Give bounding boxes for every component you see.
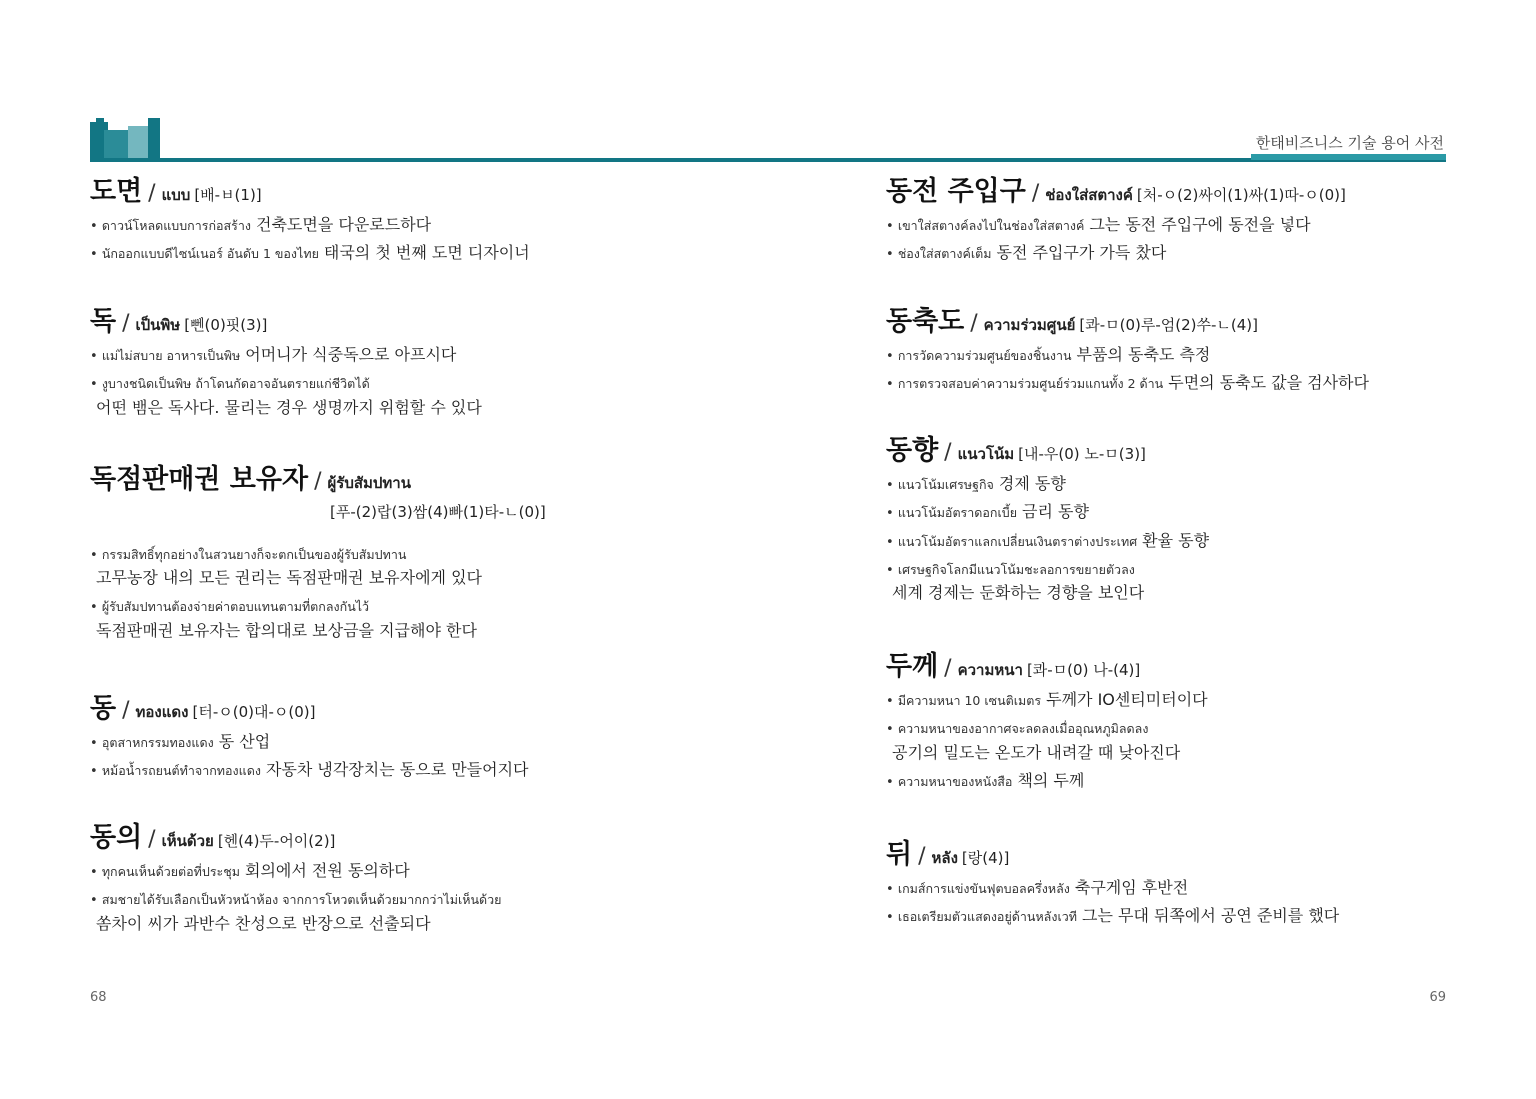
dictionary-entry [90, 695, 730, 781]
dictionary-entry [886, 437, 1526, 603]
example-thai: ช่องใส่สตางค์เต็ม [897, 246, 992, 262]
example-korean: 금리 동향 [1022, 502, 1089, 522]
example-korean: 책의 두께 [1017, 770, 1085, 790]
example: • งูบางชนิดเป็นพิษ ถ้าโดนกัดอาจอันตรายแก่ชีวิตได้ 어떤 뱀은 독사다. 물리는 경우 생명까지 위험할 수 있다 [90, 373, 730, 417]
separator-slash: / [918, 844, 926, 869]
thai-term: ผู้รับสัมปทาน [327, 474, 411, 492]
example-thai: มีความหนา 10 เซนติเมตร [897, 693, 1042, 708]
pronunciation: [랑(4)] [961, 849, 1010, 867]
example-korean: 고무농장 내의 모든 권리는 독점판매권 보유자에게 있다 [96, 568, 483, 588]
example: • เขาใส่สตางค์ลงไปในช่องใส่สตางค์ 그는 동전 주입구에 동전을 넣다 [886, 215, 1311, 234]
example-thai: กรรมสิทธิ์ทุกอย่างในสวนยางก็จะตกเป็นของผู้รับสัมปทาน [101, 547, 407, 562]
example: • นักออกแบบดีไซน์เนอร์ อันดับ 1 ของไทย 태국의 첫 번째 도면 디자이너 [90, 243, 530, 263]
example-thai: หม้อน้ำรถยนต์ทำจากทองแดง [101, 763, 261, 779]
example: • แนวโน้มอัตราดอกเบี้ย 금리 동향 [886, 502, 1089, 522]
example-thai: แม่ไม่สบาย อาหารเป็นพิษ [101, 348, 241, 363]
pronunciation: [터-ㅇ(0)대-ㅇ(0)] [192, 703, 316, 721]
example: • แนวโน้มอัตราแลกเปลี่ยนเงินตราต่างประเทศ 환율 동향 [886, 530, 1210, 550]
example-thai: ความหนาของหนังสือ [897, 773, 1013, 789]
pronunciation: [처-ㅇ(2)싸이(1)싸(1)따-ㅇ(0)] [1136, 186, 1346, 204]
pronunciation: [뻰(0)핏(3)] [184, 316, 268, 334]
book-logo [90, 118, 160, 162]
example-korean: 공기의 밀도는 온도가 내려갈 때 낮아진다 [892, 742, 1181, 762]
thai-term: แนวโน้ม [957, 445, 1015, 463]
example: • เกมส์การแข่งขันฟุตบอลครึ่งหลัง 축구게임 후반전 [886, 878, 1189, 897]
pronunciation: [헨(4)두-어이(2)] [217, 832, 336, 850]
thai-term: ความหนา [957, 661, 1023, 679]
example-korean: 어떤 뱀은 독사다. 물리는 경우 생명까지 위험할 수 있다 [96, 397, 482, 417]
example-thai: แนวโน้มเศรษฐกิจ [897, 477, 994, 492]
running-title-bar [1251, 154, 1446, 160]
example-korean: 자동차 냉각장치는 동으로 만들어지다 [265, 760, 529, 780]
example: • อุตสาหกรรมทองแดง 동 산업 [90, 732, 271, 751]
headword: 동 [90, 693, 117, 724]
example: • เศรษฐกิจโลกมีแนวโน้มชะลอการขยายตัวลง 세계 경제는 둔화하는 경향을 보인다 [886, 559, 1526, 603]
example: • แนวโน้มเศรษฐกิจ 경제 동향 [886, 474, 1066, 493]
example: • มีความหนา 10 เซนติเมตร 두께가 IO센티미터이다 [886, 690, 1208, 709]
example-korean: 두께가 IO센티미터이다 [1046, 690, 1208, 709]
example-thai: ทุกคนเห็นด้วยต่อที่ประชุม [101, 864, 240, 879]
dictionary-entry [886, 841, 1526, 927]
header-rule [90, 158, 768, 162]
example-korean: 태국의 첫 번째 도면 디자이너 [323, 243, 530, 263]
thai-term: แบบ [161, 186, 191, 204]
thai-term: เป็นพิษ [135, 316, 181, 334]
page-number: 69 [1429, 990, 1446, 1005]
separator-slash: / [970, 311, 978, 336]
example-korean: 그는 무대 뒤쪽에서 공연 준비를 했다 [1081, 906, 1340, 926]
right-page [768, 0, 1536, 1099]
thai-term: หลัง [931, 849, 958, 867]
headword: 동축도 [886, 306, 965, 337]
dictionary-entry [90, 178, 730, 264]
example: • ช่องใส่สตางค์เต็ม 동전 주입구가 가득 찼다 [886, 243, 1167, 263]
pronunciation: [콰-ㅁ(0)루-엄(2)쑤-ㄴ(4)] [1079, 316, 1259, 334]
example-thai: งูบางชนิดเป็นพิษ ถ้าโดนกัดอาจอันตรายแก่ชีวิตได้ [101, 376, 370, 392]
example-thai: เขาใส่สตางค์ลงไปในช่องใส่สตางค์ [897, 218, 1085, 233]
example-thai: นักออกแบบดีไซน์เนอร์ อันดับ 1 ของไทย [101, 246, 319, 262]
example-thai: สมชายได้รับเลือกเป็นหัวหน้าห้อง จากการโหวตเห็นด้วยมากกว่าไม่เห็นด้วย [101, 892, 502, 908]
headword: 뒤 [886, 839, 913, 870]
separator-slash: / [122, 311, 130, 336]
example: • หม้อน้ำรถยนต์ทำจากทองแดง 자동차 냉각장치는 동으로 만들어지다 [90, 760, 529, 780]
example: • การตรวจสอบค่าความร่วมศูนย์ร่วมแกนทั้ง 2 ด้าน 두면의 동축도 값을 검사하다 [886, 373, 1369, 393]
example-thai: แนวโน้มอัตราดอกเบี้ย [897, 505, 1018, 521]
page-number: 68 [90, 990, 107, 1005]
thai-term: ช่องใส่สตางค์ [1045, 186, 1133, 204]
thai-term: ความร่วมศูนย์ [983, 316, 1076, 334]
example-korean: 어머니가 식중독으로 아프시다 [245, 345, 457, 364]
example-korean: 경제 동향 [998, 474, 1066, 493]
example: • การวัดความร่วมศูนย์ของชิ้นงาน 부품의 동축도 측정 [886, 345, 1211, 364]
example-thai: อุตสาหกรรมทองแดง [101, 735, 214, 750]
pronunciation: [콰-ㅁ(0) 나-(4)] [1026, 661, 1141, 679]
example: • เธอเตรียมตัวแสดงอยู่ด้านหลังเวที 그는 무대 뒤쪽에서 공연 준비를 했다 [886, 906, 1340, 926]
headword: 도면 [90, 176, 143, 207]
running-title: 한태비즈니스 기술 용어 사전 [1255, 134, 1444, 152]
example: • สมชายได้รับเลือกเป็นหัวหน้าห้อง จากการโหวตเห็นด้วยมากกว่าไม่เห็นด้วย 쏨차이 씨가 과반수 찬성으로 반장으로 선출되다 [90, 889, 730, 933]
example-thai: เกมส์การแข่งขันฟุตบอลครึ่งหลัง [897, 881, 1070, 896]
dictionary-entry [886, 308, 1526, 394]
example-korean: 두면의 동축도 값을 검사하다 [1168, 373, 1369, 393]
example: • กรรมสิทธิ์ทุกอย่างในสวนยางก็จะตกเป็นของผู้รับสัมปทาน 고무농장 내의 모든 권리는 독점판매권 보유자에게 있다 [90, 544, 730, 588]
example-thai: ดาวน์โหลดแบบการก่อสร้าง [101, 218, 252, 233]
example-korean: 독점판매권 보유자는 합의대로 보상금을 지급해야 한다 [96, 620, 477, 640]
example-thai: การตรวจสอบค่าความร่วมศูนย์ร่วมแกนทั้ง 2 ด้าน [897, 376, 1164, 392]
dictionary-entry [90, 466, 730, 641]
example-korean: 부품의 동축도 측정 [1076, 345, 1211, 364]
separator-slash: / [122, 698, 130, 723]
example-korean: 건축도면을 다운로드하다 [256, 215, 432, 234]
example: • ผู้รับสัมปทานต้องจ่ายค่าตอบแทนตามที่ตกลงกันไว้ 독점판매권 보유자는 합의대로 보상금을 지급해야 한다 [90, 596, 730, 640]
separator-slash: / [314, 469, 322, 494]
separator-slash: / [944, 656, 952, 681]
example: • ความหนาของอากาศจะลดลงเมื่ออุณหภูมิลดลง 공기의 밀도는 온도가 내려갈 때 낮아진다 [886, 718, 1526, 762]
example-thai: ความหนาของอากาศจะลดลงเมื่ออุณหภูมิลดลง [897, 721, 1149, 737]
example-korean: 환율 동향 [1142, 530, 1210, 550]
headword: 독 [90, 306, 117, 337]
headword: 독점판매권 보유자 [90, 464, 309, 495]
headword: 동향 [886, 435, 939, 466]
example-korean: 회의에서 전원 동의하다 [245, 861, 410, 880]
thai-term: เห็นด้วย [161, 832, 214, 850]
separator-slash: / [148, 827, 156, 852]
example-korean: 쏨차이 씨가 과반수 찬성으로 반장으로 선출되다 [96, 913, 431, 933]
example-thai: เศรษฐกิจโลกมีแนวโน้มชะลอการขยายตัวลง [897, 561, 1135, 577]
example: • ทุกคนเห็นด้วยต่อที่ประชุม 회의에서 전원 동의하다 [90, 861, 410, 880]
dictionary-entry [886, 653, 1526, 791]
dictionary-entry [90, 824, 730, 934]
pronunciation: [푸-(2)랍(3)쌈(4)빠(1)타-ㄴ(0)] [330, 503, 546, 521]
thai-term: ทองแดง [135, 703, 189, 721]
separator-slash: / [148, 181, 156, 206]
separator-slash: / [944, 440, 952, 465]
pronunciation: [배-ㅂ(1)] [194, 186, 262, 204]
example-korean: 그는 동전 주입구에 동전을 넣다 [1089, 215, 1311, 234]
headword: 동전 주입구 [886, 176, 1026, 207]
pronunciation: [내-우(0) 노-ㅁ(3)] [1018, 445, 1146, 463]
example-thai: การวัดความร่วมศูนย์ของชิ้นงาน [897, 348, 1072, 363]
headword: 동의 [90, 822, 143, 853]
example-korean: 동전 주입구가 가득 찼다 [996, 243, 1167, 263]
example-korean: 세계 경제는 둔화하는 경향을 보인다 [892, 583, 1145, 602]
example: • ความหนาของหนังสือ 책의 두께 [886, 770, 1085, 790]
example-thai: เธอเตรียมตัวแสดงอยู่ด้านหลังเวที [897, 909, 1077, 925]
headword: 두께 [886, 651, 939, 682]
example-thai: แนวโน้มอัตราแลกเปลี่ยนเงินตราต่างประเทศ [897, 533, 1138, 549]
dictionary-entry [90, 308, 730, 418]
example-korean: 동 산업 [218, 732, 271, 751]
separator-slash: / [1031, 181, 1040, 206]
example: • ดาวน์โหลดแบบการก่อสร้าง 건축도면을 다운로드하다 [90, 215, 432, 234]
example-korean: 축구게임 후반전 [1074, 878, 1189, 897]
example: • แม่ไม่สบาย อาหารเป็นพิษ 어머니가 식중독으로 아프시다 [90, 345, 457, 364]
example-thai: ผู้รับสัมปทานต้องจ่ายค่าตอบแทนตามที่ตกลงกันไว้ [101, 599, 370, 615]
dictionary-entry [886, 178, 1526, 264]
